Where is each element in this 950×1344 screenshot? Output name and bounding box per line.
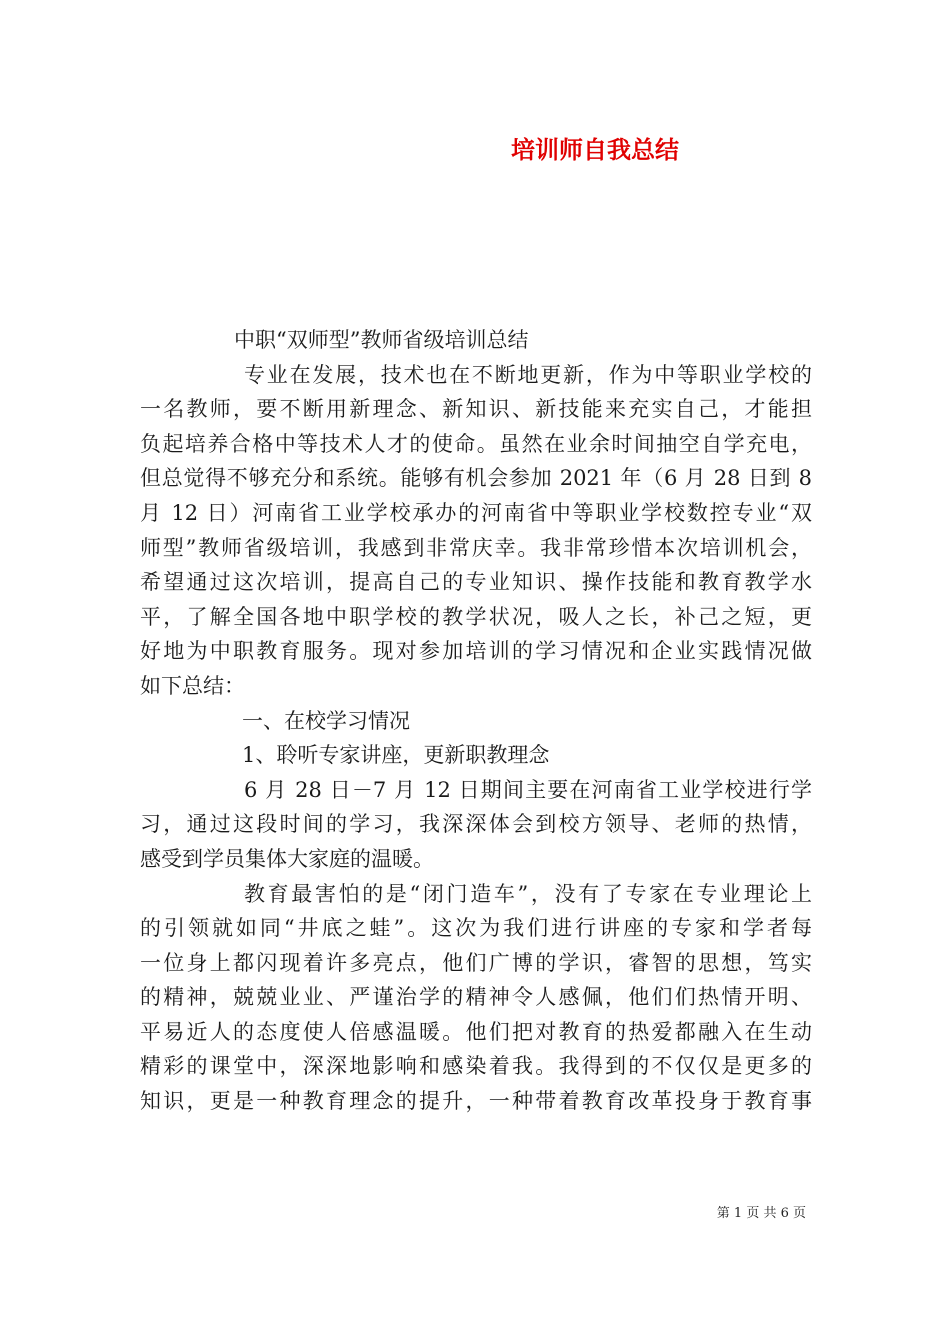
text-line: 感受到学员集体大家庭的温暖。 [140, 846, 434, 871]
text-line: 希望通过这次培训，提高自己的专业知识、操作技能和教育教学水 [140, 570, 812, 595]
text-line: 教育最害怕的是“闭门造车”，没有了专家在专业理论上 [244, 881, 812, 906]
text-line: 好地为中职教育服务。现对参加培训的学习情况和企业实践情况做 [140, 639, 812, 664]
text-line: 的引领就如同“井底之蛙”。这次为我们进行讲座的专家和学者每 [140, 916, 812, 941]
text-line: 平，了解全国各地中职学校的教学状况，吸人之长，补己之短，更 [140, 604, 812, 629]
document-subtitle: 中职“双师型”教师省级培训总结 [234, 328, 529, 352]
text-line: 月 12 日）河南省工业学校承办的河南省中等职业学校数控专业“双 [140, 500, 812, 525]
text-line: 如下总结： [140, 673, 245, 698]
text-line: 知识，更是一种教育理念的提升，一种带着教育改革投身于教育事 [140, 1089, 812, 1114]
text-line: 师型”教师省级培训，我感到非常庆幸。我非常珍惜本次培训机会， [140, 535, 812, 560]
paragraph-2 [140, 773, 812, 877]
document-title: 培训师自我总结 [511, 136, 679, 164]
text-line: 6 月 28 日－7 月 12 日期间主要在河南省工业学校进行学 [244, 777, 812, 802]
text-line: 一位身上都闪现着许多亮点，他们广博的学识，睿智的思想，笃实 [140, 950, 812, 975]
text-line: 精彩的课堂中，深深地影响和感染着我。我得到的不仅仅是更多的 [140, 1054, 812, 1079]
document-body [140, 323, 812, 1119]
text-line: 负起培养合格中等技术人才的使命。虽然在业余时间抽空自学充电， [140, 431, 812, 456]
text-line: 的精神，兢兢业业、严谨治学的精神令人感佩，他们们热情开明、 [140, 985, 812, 1010]
text-line: 专业在发展，技术也在不断地更新，作为中等职业学校的 [244, 362, 812, 387]
text-line: 一名教师，要不断用新理念、新知识、新技能来充实自己，才能担 [140, 397, 812, 422]
paragraph-3 [140, 877, 812, 1119]
text-line: 但总觉得不够充分和系统。能够有机会参加 2021 年（6 月 28 日到 8 [140, 466, 812, 491]
paragraph-1 [140, 358, 812, 704]
text-line: 习，通过这段时间的学习，我深深体会到校方领导、老师的热情， [140, 812, 812, 837]
page-number: 第 1 页 共 6 页 [716, 1206, 806, 1221]
section-heading: 一、在校学习情况 [242, 708, 410, 733]
text-line: 平易近人的态度使人倍感温暖。他们把对教育的热爱都融入在生动 [140, 1019, 812, 1044]
subsection-heading: 1、聆听专家讲座，更新职教理念 [242, 743, 550, 768]
